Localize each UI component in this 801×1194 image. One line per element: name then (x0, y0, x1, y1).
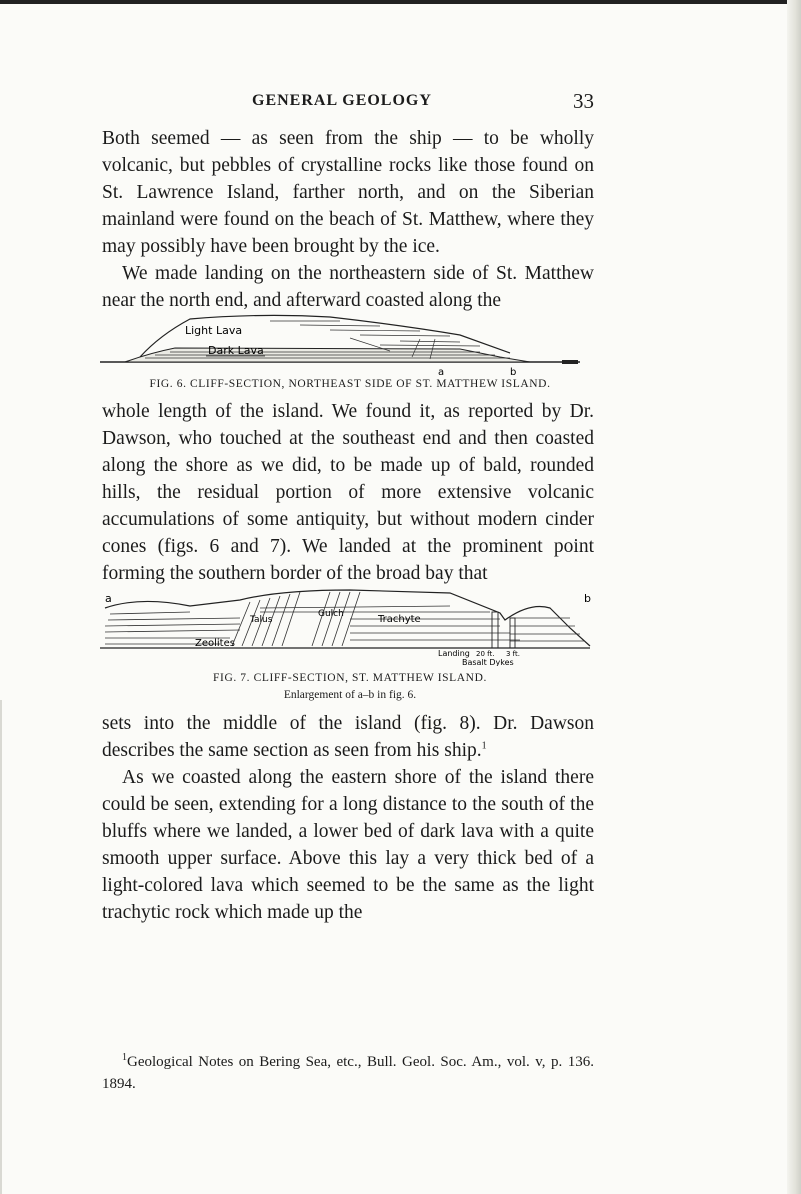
footnote (102, 1051, 594, 1095)
fig7-label-a: a (105, 592, 112, 605)
page-left-edge (0, 700, 2, 1194)
running-head: GENERAL GEOLOGY (252, 92, 432, 109)
figure-7-cliff-section (100, 588, 600, 666)
text-block-middle (102, 398, 594, 587)
paragraph-5: As we coasted along the eastern shore of the island there could be seen, extending for a long distance to the south of the bluffs where we landed, a lower bed of dark lava with a quite smooth upper surface. Above this lay a very thick bed of a light-colored lava which seemed to be the same as the light trachytic rock which made up the (102, 767, 594, 923)
page-binding-shadow (787, 0, 801, 1194)
figure-7-subcaption: Enlargement of a–b in fig. 6. (283, 689, 417, 701)
paragraph-4-text: sets into the middle of the island (fig. 8). Dr. Dawson describes the same section as seen from his ship. (102, 713, 594, 761)
fig7-label-zeolites: Zeolites (195, 638, 235, 649)
figure-7-caption: FIG. 7. CLIFF-SECTION, ST. MATTHEW ISLAND. (213, 672, 487, 684)
text-block-top (102, 125, 594, 314)
footnote-marker: 1 (122, 1052, 127, 1063)
page-header (102, 89, 594, 118)
fig7-dyke-2 (510, 618, 515, 648)
footnote-text: Geological Notes on Bering Sea, etc., Bull. Geol. Soc. Am., vol. v, p. 136. 1894. (102, 1054, 594, 1092)
paragraph-2: We made landing on the northeastern side of St. Matthew near the north end, and afterward coasted along the (102, 263, 594, 311)
fig6-label-a: a (438, 367, 445, 375)
fig7-dyke-1 (492, 612, 498, 648)
page-top-edge (0, 0, 801, 4)
figure-6-caption: FIG. 6. CLIFF-SECTION, NORTHEAST SIDE OF ST. MATTHEW ISLAND. (149, 378, 551, 390)
figure-6-cliff-section (100, 305, 600, 375)
fig6-ground-marker (562, 360, 578, 364)
text-block-bottom (102, 710, 594, 926)
fig7-label-trachyte: Trachyte (378, 614, 421, 625)
page-number: 33 (573, 89, 594, 113)
fig7-label-basalt-dykes: Basalt Dykes (462, 658, 514, 666)
fig6-label-light-lava: Light Lava (185, 324, 243, 337)
paragraph-3: whole length of the island. We found it, as reported by Dr. Dawson, who touched at the southeast end and then coasted along the shore as we did, to be made up of bald, rounded hills, the residual portion of more extensive volcanic accumulations of some antiquity, but without modern cinder cones (figs. 6 and 7). We landed at the prominent point forming the southern border of the broad bay that (102, 401, 594, 584)
fig7-label-ft1: 20 ft. (476, 650, 495, 658)
footnote-reference: 1 (481, 740, 487, 752)
fig6-label-b: b (510, 367, 517, 375)
fig7-label-talus: Talus (250, 615, 273, 625)
fig7-label-b: b (584, 592, 591, 605)
paragraph-4 (102, 710, 594, 764)
paragraph-1: Both seemed — as seen from the ship — to be wholly volcanic, but pebbles of crystalline rocks like those found on St. Lawrence Island, farther north, and on the Siberian mainland were found on the beach of St. Matthew, where they may possibly have been brought by the ice. (102, 128, 594, 257)
fig7-label-landing: Landing (438, 649, 470, 658)
fig7-layers (105, 606, 585, 644)
fig7-label-ft2: 3 ft. (506, 650, 520, 658)
fig7-label-gulch: Gulch (318, 609, 344, 619)
fig6-label-dark-lava: Dark Lava (208, 344, 264, 357)
